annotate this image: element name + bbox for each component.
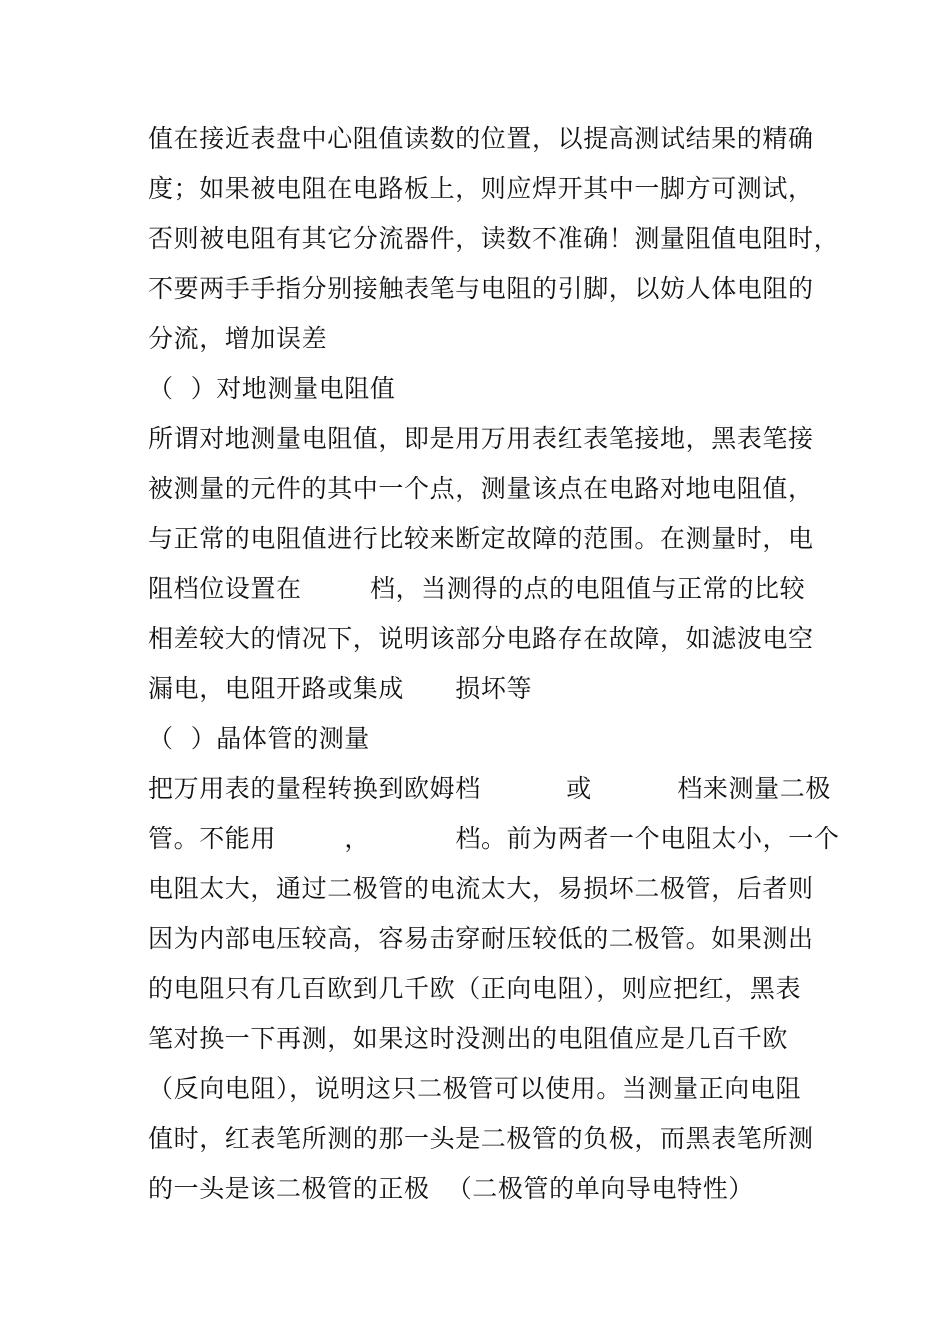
- text-line: 把万用表的量程转换到欧姆档 或 档来测量二极: [148, 774, 831, 803]
- text-line: 因为内部电压较高，容易击穿耐压较低的二极管。如果测出: [148, 924, 814, 953]
- text-line: 漏电，电阻开路或集成 损坏等: [148, 674, 533, 703]
- text-line: 的电阻只有几百欧到几千欧（正向电阻），则应把红，黑表: [148, 974, 802, 1003]
- text-line: 否则被电阻有其它分流器件，读数不准确！测量阻值电阻时，: [148, 224, 840, 253]
- text-line: 值在接近表盘中心阻值读数的位置，以提高测试结果的精确: [148, 124, 814, 153]
- text-line: 管。不能用 ， 档。前为两者一个电阻太小，一个: [148, 824, 840, 853]
- text-line: 被测量的元件的其中一个点，测量该点在电路对地电阻值，: [148, 474, 814, 503]
- text-line: 笔对换一下再测，如果这时没测出的电阻值应是几百千欧: [148, 1024, 789, 1053]
- text-line: 电阻太大，通过二极管的电流太大，易损坏二极管，后者则: [148, 874, 814, 903]
- text-line: 所谓对地测量电阻值，即是用万用表红表笔接地，黑表笔接: [148, 424, 814, 453]
- text-line: 与正常的电阻值进行比较来断定故障的范围。在测量时，电: [148, 524, 814, 553]
- section-heading: （ ）对地测量电阻值: [148, 374, 396, 403]
- text-line: （反向电阻），说明这只二极管可以使用。当测量正向电阻: [148, 1074, 802, 1103]
- text-line: 度；如果被电阻在电路板上，则应焊开其中一脚方可测试，: [148, 174, 814, 203]
- text-line: 分流，增加误差: [148, 324, 328, 353]
- text-line: 相差较大的情况下，说明该部分电路存在故障，如滤波电空: [148, 624, 814, 653]
- text-line: 不要两手手指分别接触表笔与电阻的引脚，以妨人体电阻的: [148, 274, 814, 303]
- text-line: 值时，红表笔所测的那一头是二极管的负极，而黑表笔所测: [148, 1124, 814, 1153]
- text-line: 阻档位设置在 档，当测得的点的电阻值与正常的比较: [148, 574, 806, 603]
- text-line: 的一头是该二极管的正极 （二极管的单向导电特性）: [148, 1174, 754, 1203]
- section-heading: （ ）晶体管的测量: [148, 724, 370, 753]
